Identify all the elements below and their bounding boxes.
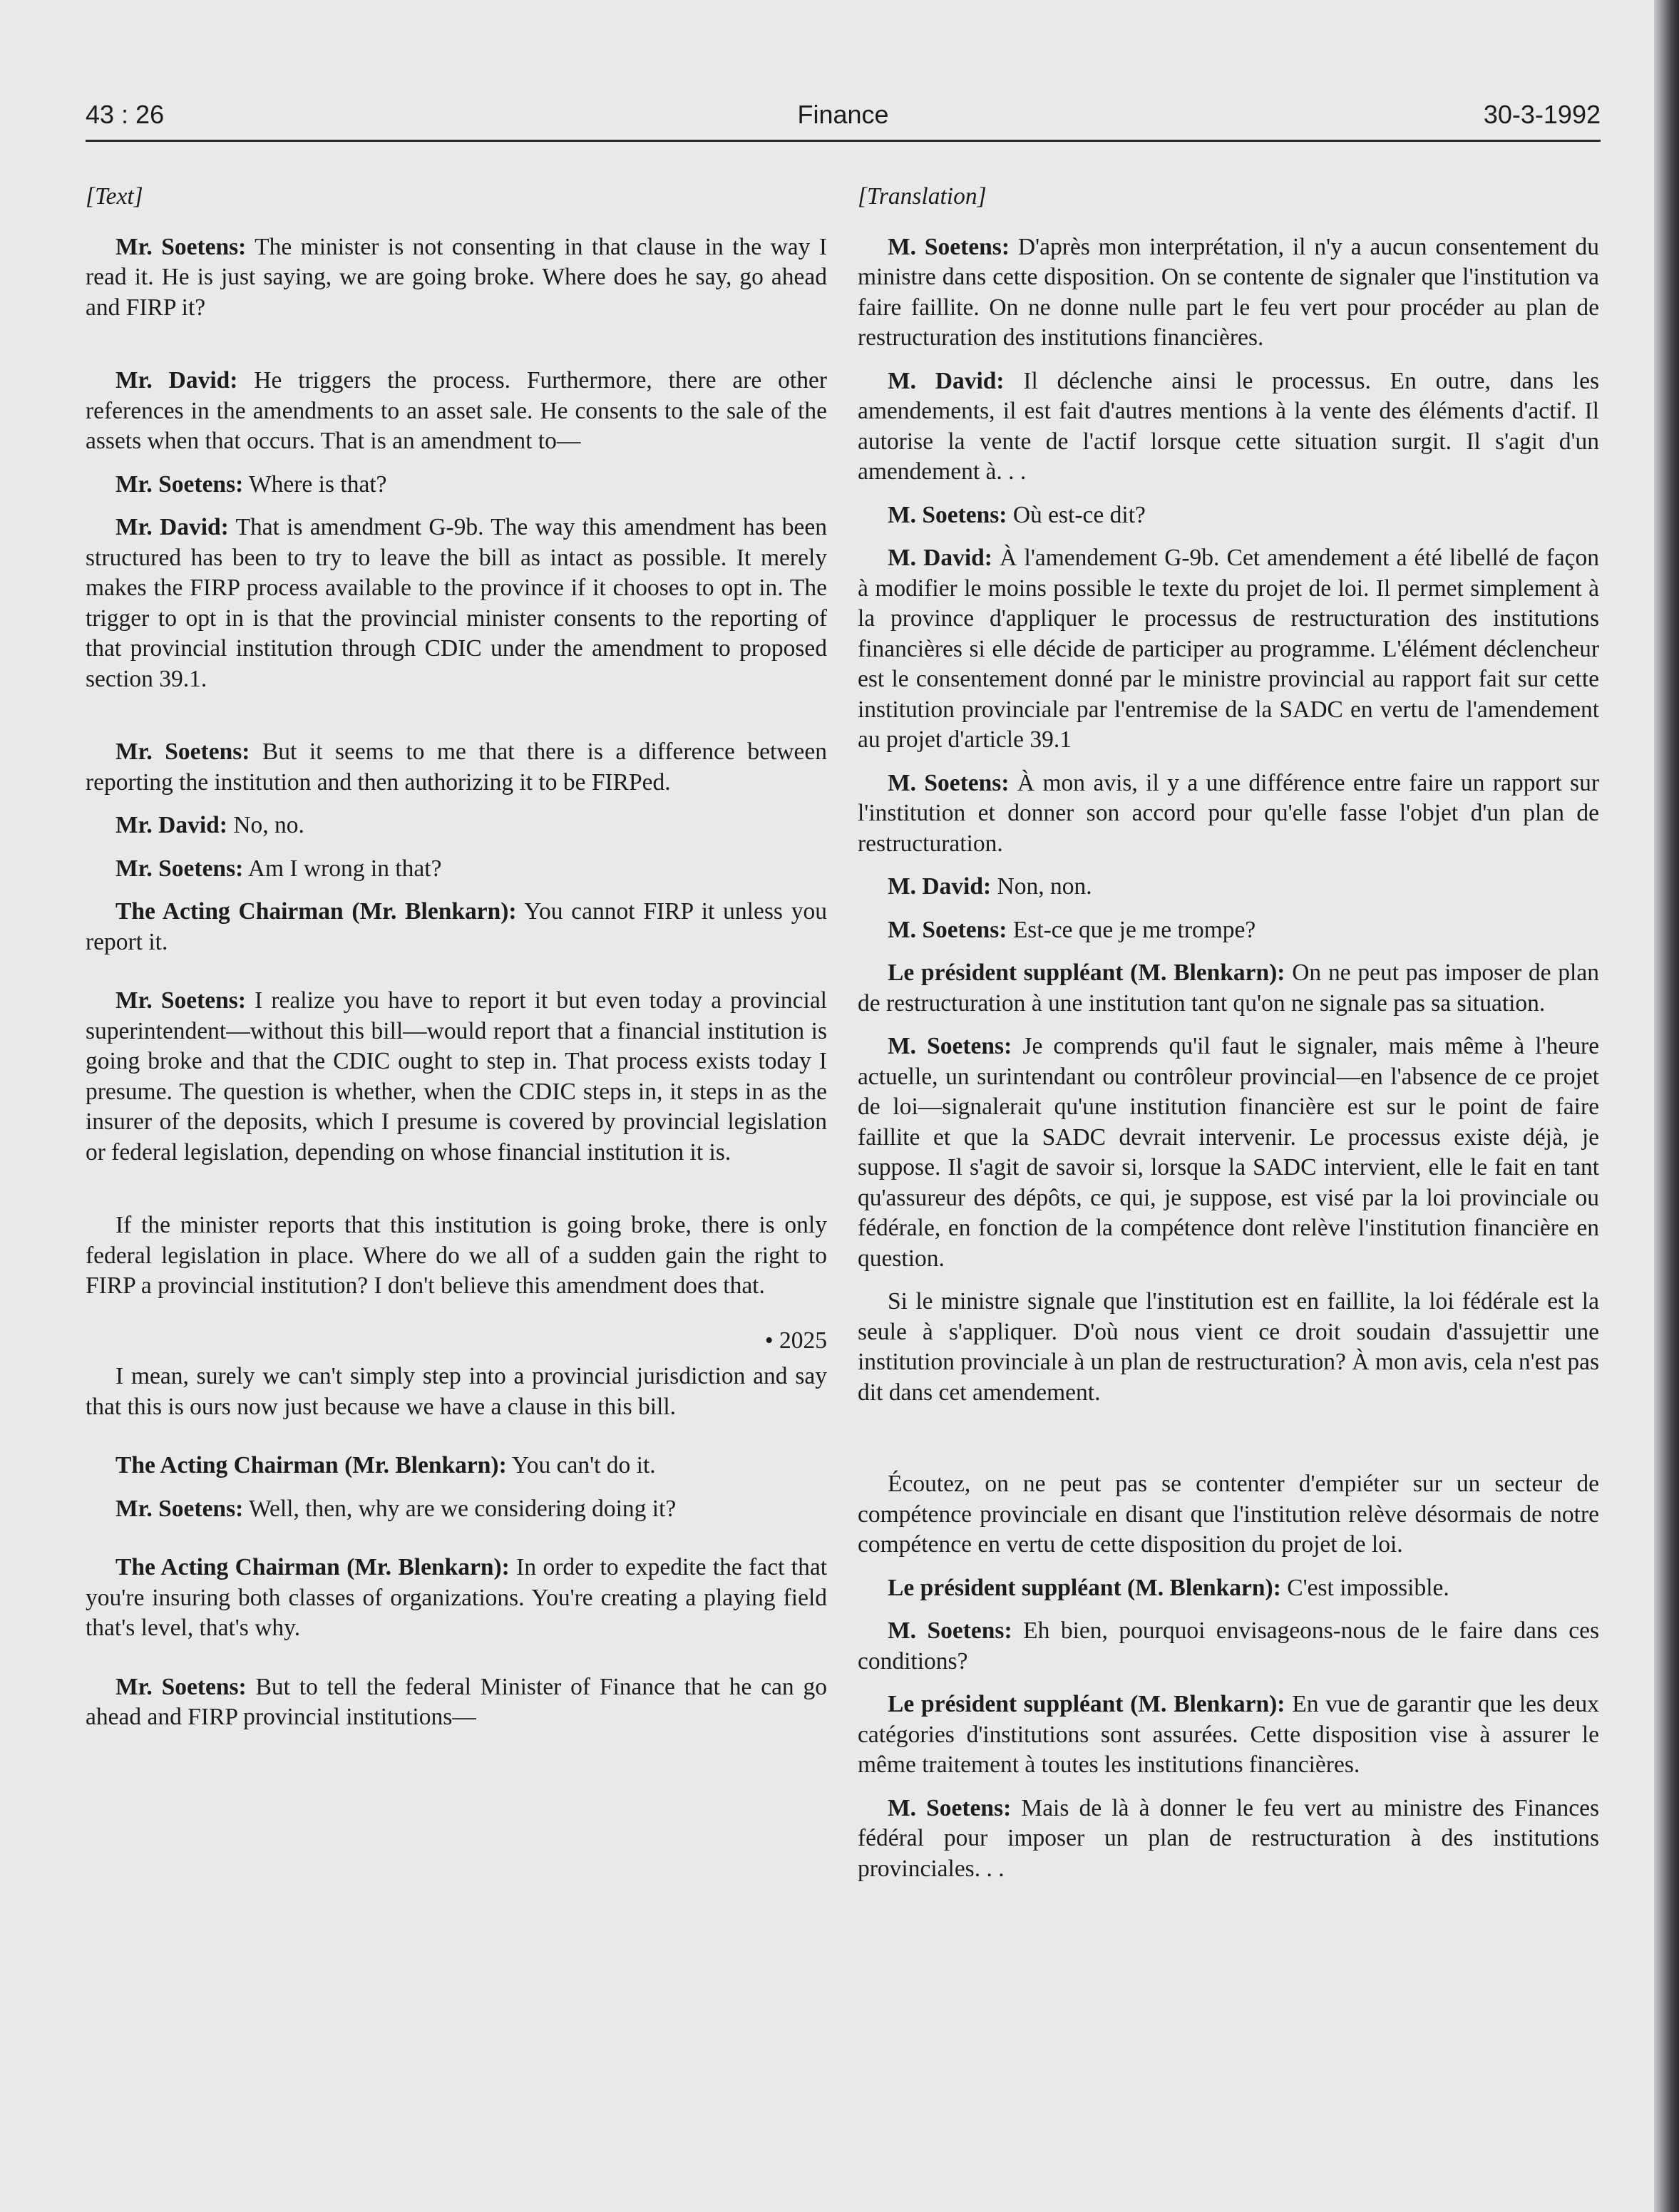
speaker-name: M. David: <box>888 367 1005 394</box>
paragraph <box>858 1573 1599 1604</box>
speech-text: Où est-ce dit? <box>1007 501 1146 528</box>
speaker-name: Mr. Soetens: <box>115 855 244 882</box>
paragraph <box>86 232 827 324</box>
speaker-name: Mr. David: <box>115 514 229 540</box>
running-title: Finance <box>797 100 889 129</box>
speech-text: No, no. <box>227 812 304 838</box>
speech-text: Eh bien, pourquoi envisageons-nous de le faire dans ces conditions? <box>858 1617 1599 1675</box>
paragraph <box>858 872 1599 902</box>
page-header <box>86 100 1601 142</box>
speech-text: He triggers the process. Furthermore, there are other references in the amendments to an asset sale. He consents to the sale of the assets when that occurs. That is an amendment to— <box>86 367 827 454</box>
speech-text: À mon avis, il y a une différence entre faire un rapport sur l'institution et donner son accord pour qu'elle fasse l'objet d'un plan de restructuration. <box>858 769 1600 857</box>
speech-text: Mais de là à donner le feu vert au ministre des Finances fédéral pour imposer un plan de restructuration à des institutions provinciales. . . <box>858 1794 1599 1882</box>
paragraph <box>858 1469 1599 1560</box>
paragraph <box>858 1616 1599 1677</box>
speech-text: In order to expedite the fact that you're insuring both classes of organizations. You're creating a playing field that's level, that's why. <box>86 1554 827 1641</box>
speech-text: D'après mon interprétation, il n'y a aucun consentement du ministre dans cette disposition. On se contente de signaler que l'institution va faire faillite. On ne donne nulle part le feu vert pour procéder au plan de restructuration des institutions financières. <box>858 233 1599 351</box>
paragraph <box>86 1210 827 1302</box>
speech-text: En vue de garantir que les deux catégories d'institutions sont assurées. Cette disposition vise à assurer le même traitement à toutes les institutions financières. <box>858 1691 1599 1778</box>
time-marker: • 2025 <box>764 1327 827 1354</box>
speech-text: Am I wrong in that? <box>243 855 442 882</box>
paragraph <box>86 1494 827 1525</box>
speech-text: On ne peut pas imposer de plan de restructuration à une institution tant qu'on ne signale pas sa situation. <box>858 960 1599 1017</box>
paragraph <box>86 513 827 694</box>
speaker-name: M. Soetens: <box>888 501 1007 528</box>
speaker-name: M. David: <box>888 873 992 900</box>
speaker-name: Le président suppléant (M. Blenkarn): <box>888 960 1285 986</box>
speech-text: C'est impossible. <box>1280 1574 1449 1601</box>
speech-text: Il déclenche ainsi le processus. En outre, dans les amendements, il est fait d'autres mentions à la vente des éléments d'actif. Il autorise la vente de l'actif lorsque cette situation surgit. Il s'agit d'un amendement à. . . <box>858 367 1600 485</box>
paragraph <box>86 737 827 798</box>
paragraph <box>858 543 1599 756</box>
speech-text: That is amendment G-9b. The way this amendment has been structured has been to try to leave the bill as intact as possible. It merely makes the FIRP process available to the province if it chooses to opt in. The trigger to opt in is that the provincial minister consents to the reporting of that provincial institution through CDIC under the amendment to proposed section 39.1. <box>86 514 827 692</box>
paragraph <box>858 915 1599 946</box>
paragraph <box>86 366 827 457</box>
speech-text: Where is that? <box>243 470 387 498</box>
speaker-name: Mr. Soetens: <box>115 1495 244 1522</box>
paragraph <box>86 470 827 500</box>
paragraph <box>86 986 827 1168</box>
paragraph <box>858 958 1599 1019</box>
speech-text: Écoutez, on ne peut pas se contenter d'empiéter sur un secteur de compétence provinciale en disant que l'institution relève désormais de notre compétence en vertu de cette disposition du projet de loi. <box>858 1471 1599 1558</box>
speaker-name: M. Soetens: <box>888 1617 1012 1644</box>
speech-text: But to tell the federal Minister of Finance that he can go ahead and FIRP provincial institutions— <box>86 1673 828 1730</box>
paragraph <box>858 1032 1599 1274</box>
page-number: 43 : 26 <box>86 100 165 129</box>
french-column <box>858 182 1599 1897</box>
paragraph <box>86 1451 827 1481</box>
speaker-name: M. Soetens: <box>888 1794 1012 1821</box>
paragraph <box>858 1689 1599 1781</box>
speaker-name: M. David: <box>888 545 992 571</box>
paragraph <box>86 811 827 841</box>
speaker-name: Mr. David: <box>115 812 227 838</box>
column-tag: [Translation] <box>858 183 987 210</box>
speech-text: But it seems to me that there is a difference between reporting the institution and then authorizing it to be FIRPed. <box>86 739 827 796</box>
paragraph <box>86 897 827 957</box>
speaker-name: M. Soetens: <box>888 769 1010 796</box>
speaker-name: Mr. David: <box>115 367 238 393</box>
paragraph <box>858 500 1599 531</box>
paragraph <box>858 768 1599 860</box>
speech-text: Est-ce que je me trompe? <box>1007 916 1256 943</box>
paragraph <box>86 1362 827 1422</box>
speaker-name: The Acting Chairman (Mr. Blenkarn): <box>115 1452 507 1478</box>
speech-text: Well, then, why are we considering doing it? <box>243 1495 677 1522</box>
speaker-name: Mr. Soetens: <box>115 987 246 1014</box>
speaker-name: Mr. Soetens: <box>115 470 244 498</box>
speech-text: You cannot FIRP it unless you report it. <box>86 898 827 955</box>
speaker-name: Le président suppléant (M. Blenkarn): <box>888 1574 1281 1601</box>
speaker-name: M. Soetens: <box>888 916 1007 943</box>
speaker-name: The Acting Chairman (Mr. Blenkarn): <box>115 898 517 925</box>
speaker-name: The Acting Chairman (Mr. Blenkarn): <box>115 1554 510 1580</box>
speech-text: Non, non. <box>991 873 1092 900</box>
speech-text: I realize you have to report it but even today a provincial superintendent—without this bill—would report that a financial institution is going broke and that the CDIC ought to step in. That process exists today I presume. The question is whether, when the CDIC steps in, it steps in as the insurer of the deposits, which I presume is covered by provincial legislation or federal legislation, depending on whose financial institution it is. <box>86 987 827 1166</box>
paragraph <box>86 1672 827 1733</box>
paragraph <box>858 1794 1599 1885</box>
column-tag: [Text] <box>86 183 143 210</box>
speech-text: If the minister reports that this institution is going broke, there is only federal legislation in place. Where do we all of a sudden gain the right to FIRP a provincial institution? I don't believe this amendment does that. <box>86 1212 827 1299</box>
speech-text: The minister is not consenting in that clause in the way I read it. He is just saying, we are going broke. Where does he say, go ahead and FIRP it? <box>86 233 827 321</box>
speaker-name: Le président suppléant (M. Blenkarn): <box>888 1691 1285 1717</box>
speaker-name: Mr. Soetens: <box>115 1673 247 1700</box>
english-column <box>86 182 827 1746</box>
paragraph <box>86 854 827 885</box>
speaker-name: Mr. Soetens: <box>115 739 250 765</box>
speaker-name: M. Soetens: <box>888 233 1010 260</box>
speech-text: I mean, surely we can't simply step into a provincial jurisdiction and say that this is ours now just because we have a clause in this bill. <box>86 1363 827 1420</box>
speech-text: Je comprends qu'il faut le signaler, mais même à l'heure actuelle, un surintendant ou contrôleur provincial—en l'absence de ce projet de loi—signalerait qu'une institution financière est sur le point de faire faillite et que la SADC devrait intervenir. Le processus existe déjà, je suppose. Il s'agit de savoir si, lorsque la SADC intervient, elle le fait en tant qu'assureur des dépôts, ce qui, je suppose, est visé par la loi provinciale ou fédérale, en fonction de la compétence dont relève l'institution financière en question. <box>858 1033 1599 1272</box>
speaker-name: Mr. Soetens: <box>115 233 247 260</box>
page-date: 30-3-1992 <box>1483 100 1601 129</box>
speech-text: À l'amendement G-9b. Cet amendement a été libellé de façon à modifier le moins possible le texte du projet de loi. Il permet simplement à la province d'appliquer le processus de restructuration des institutions financières si elle décide de participer au programme. L'élément déclencheur est le consentement donné par le ministre provincial au rapport fait sur cette institution provinciale par l'entremise de la SADC en vertu de l'amendement au projet d'article 39.1 <box>858 545 1599 753</box>
speech-text: Si le ministre signale que l'institution est en faillite, la loi fédérale est la seule à s'appliquer. D'où nous vient ce droit soudain d'assujettir une institution provinciale à un plan de restructuration? À mon avis, cela n'est pas dit dans cet amendement. <box>858 1288 1599 1406</box>
speaker-name: M. Soetens: <box>888 1033 1012 1059</box>
paragraph <box>858 232 1599 354</box>
paragraph <box>858 366 1599 488</box>
paragraph <box>86 1553 827 1644</box>
paragraph <box>858 1287 1599 1408</box>
speech-text: You can't do it. <box>506 1452 656 1478</box>
binding-spine <box>1654 0 1679 2212</box>
